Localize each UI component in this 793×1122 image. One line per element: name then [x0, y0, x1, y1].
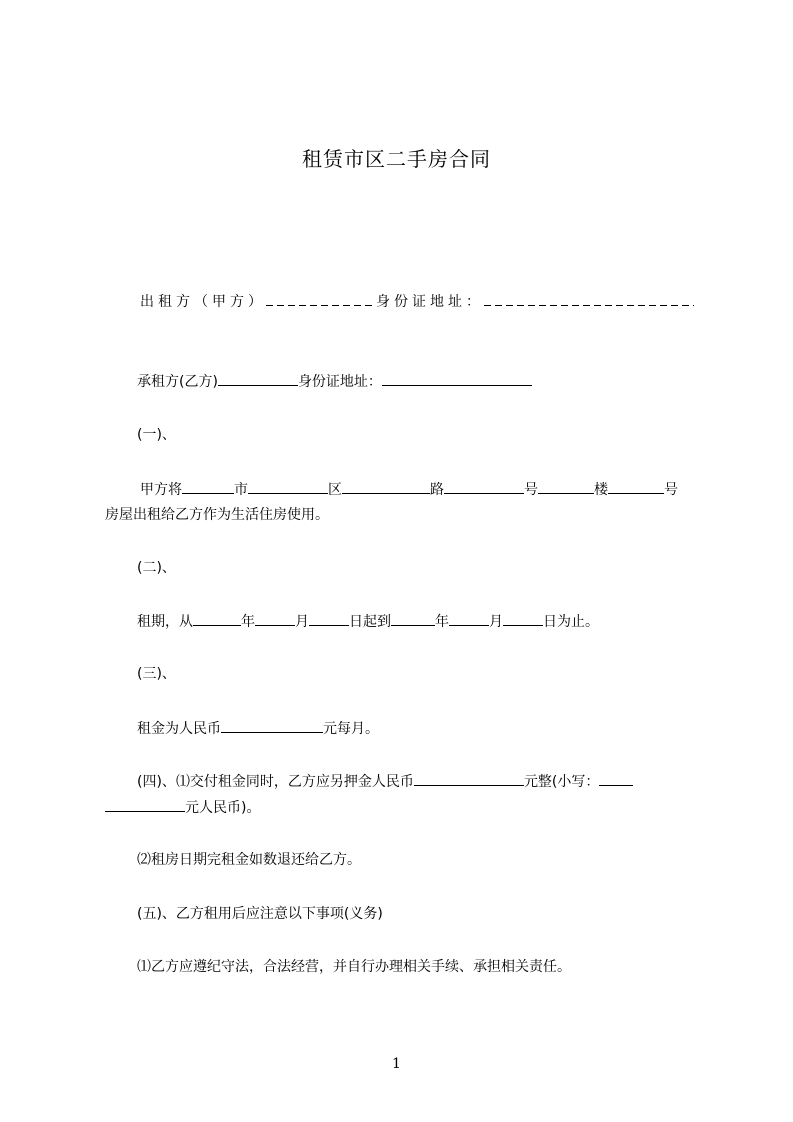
lessee-name-blank[interactable] — [218, 371, 298, 386]
end-year-label: 年 — [435, 614, 449, 630]
start-day-blank[interactable] — [309, 611, 349, 626]
lessee-id-label: 身份证地址： — [297, 374, 382, 390]
lessor-label: 出租方（甲方） — [140, 294, 266, 310]
lessee-label: 承租方(乙方) — [137, 374, 218, 390]
section4-deposit-line2 — [105, 797, 260, 818]
rent-prefix: 租金为人民币 — [137, 721, 221, 737]
deposit-amount-blank[interactable] — [414, 771, 524, 786]
number-blank[interactable] — [444, 479, 524, 494]
lessor-line — [140, 292, 694, 312]
district-label: 区 — [328, 482, 342, 498]
term-prefix: 租期，从 — [137, 614, 193, 630]
road-blank[interactable] — [342, 479, 430, 494]
section3-rent-line — [137, 718, 379, 739]
start-day-label: 日起到 — [349, 614, 391, 630]
end-month-blank[interactable] — [449, 611, 489, 626]
section2-heading: (二)、 — [137, 560, 176, 576]
section5-clause1: ⑴乙方应遵纪守法，合法经营，并自行办理相关手续、承担相关责任。 — [137, 959, 571, 975]
building-label: 楼 — [594, 482, 608, 498]
deposit-mid: 元整(小写： — [523, 774, 600, 790]
section1-address-line — [140, 479, 678, 500]
end-year-blank[interactable] — [391, 611, 435, 626]
lessor-id-blank[interactable] — [484, 292, 694, 306]
lessee-id-blank[interactable] — [382, 371, 532, 386]
lessor-name-blank[interactable] — [266, 292, 376, 306]
start-month-blank[interactable] — [255, 611, 295, 626]
room-label: 号 — [664, 482, 678, 498]
section2-term-line — [137, 611, 599, 632]
section1-prefix: 甲方将 — [140, 482, 182, 498]
section1-heading: (一)、 — [137, 427, 176, 443]
document-title: 租赁市区二手房合同 — [302, 147, 491, 171]
start-year-blank[interactable] — [193, 611, 241, 626]
city-blank[interactable] — [182, 479, 234, 494]
end-month-label: 月 — [489, 614, 503, 630]
section4-clause2: ⑵租房日期完租金如数退还给乙方。 — [137, 852, 361, 868]
start-month-label: 月 — [295, 614, 309, 630]
start-year-label: 年 — [241, 614, 255, 630]
deposit-end: 元人民币)。 — [185, 800, 261, 816]
district-blank[interactable] — [248, 479, 328, 494]
deposit-small-blank-1[interactable] — [599, 771, 633, 786]
building-blank[interactable] — [538, 479, 594, 494]
lessee-line — [137, 371, 532, 392]
road-label: 路 — [430, 482, 444, 498]
lessor-id-label: 身份证地址： — [376, 294, 484, 310]
city-label: 市 — [234, 482, 248, 498]
room-blank[interactable] — [608, 479, 664, 494]
section1-line2: 房屋出租给乙方作为生活住房使用。 — [105, 507, 329, 523]
section4-heading: (四)、 — [137, 774, 176, 790]
end-day-label: 日为止。 — [543, 614, 599, 630]
rent-suffix: 元每月。 — [323, 721, 379, 737]
rent-amount-blank[interactable] — [221, 718, 323, 733]
deposit-prefix: ⑴交付租金同时，乙方应另押金人民币 — [175, 774, 414, 790]
section5-heading: (五)、乙方租用后应注意以下事项(义务) — [137, 906, 383, 922]
page-number: 1 — [392, 1056, 401, 1072]
deposit-small-blank-2[interactable] — [105, 797, 185, 812]
section4-deposit-line — [137, 771, 633, 792]
end-day-blank[interactable] — [503, 611, 543, 626]
section3-heading: (三)、 — [137, 666, 176, 682]
number-label: 号 — [524, 482, 538, 498]
